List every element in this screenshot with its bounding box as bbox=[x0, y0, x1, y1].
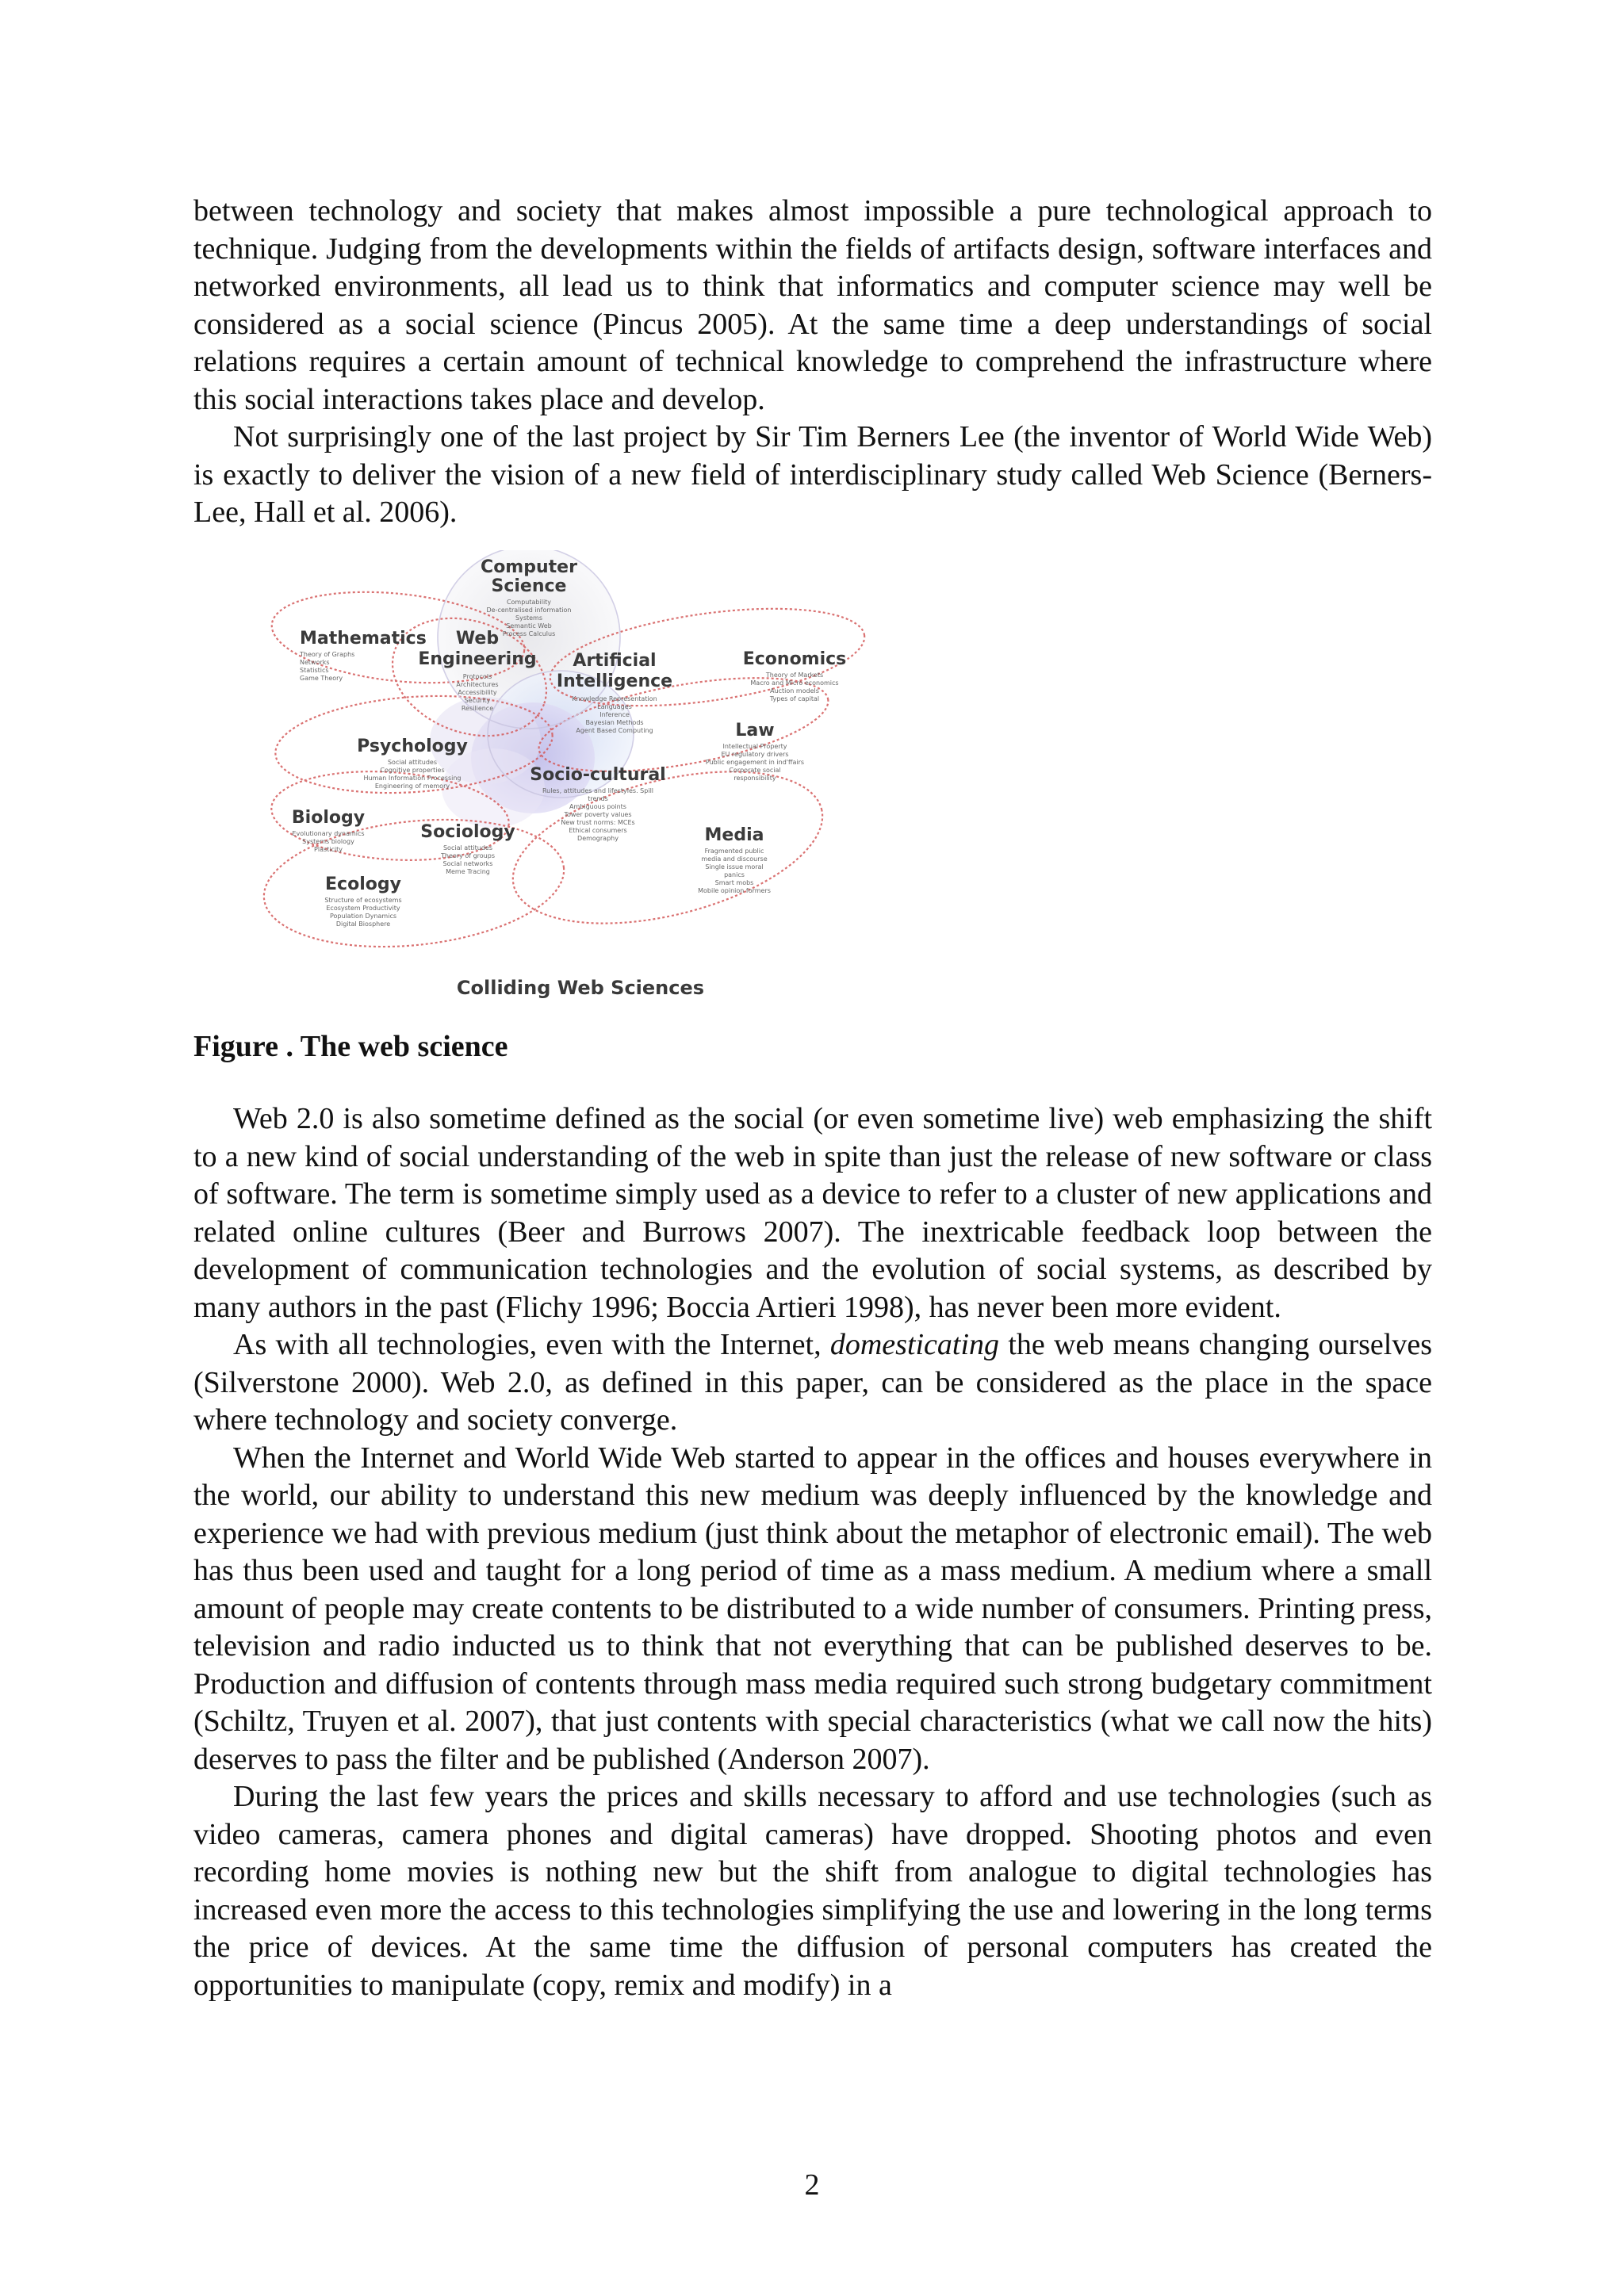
law-item: Public engagement in ind'ffairs bbox=[705, 759, 805, 766]
psychology-item: Social attitudes bbox=[387, 759, 438, 766]
psychology-heading: Psychology bbox=[357, 737, 468, 756]
socio-cultural-heading: Socio-cultural bbox=[530, 765, 666, 785]
media-item: Mobile opinion formers bbox=[698, 887, 771, 894]
biology-item: Plasticity bbox=[314, 846, 343, 853]
law-item: Intellectual Property bbox=[722, 743, 787, 750]
socio-cultural-item: trends bbox=[588, 795, 608, 802]
paragraph: During the last few years the prices and skills necessary to afford and use technologies (such as video cameras, camera phones and digital cameras) have dropped. Shooting photos and even recording home movies is nothing new but the shift from analogue to digital technologies has increased even more the access to this technologies simplifying the use and lowering in the long terms the price of devices. At the same time the diffusion of personal computers has created the opportunities to manipulate (copy, remix and modify) in a bbox=[193, 1780, 1432, 2002]
mathematics-item: Game Theory bbox=[300, 675, 343, 682]
body-text-top bbox=[193, 193, 1432, 532]
ecology-item: Digital Biosphere bbox=[335, 920, 391, 928]
economics-heading: Economics bbox=[742, 649, 847, 669]
page-number: 2 bbox=[804, 2168, 820, 2202]
sociology-item: Meme Tracing bbox=[446, 868, 490, 875]
web-engineering-heading-1: Web bbox=[455, 629, 500, 649]
figure-caption: Figure . The web science bbox=[193, 1030, 508, 1063]
mathematics-heading: Mathematics bbox=[300, 629, 427, 649]
cs-item: Process Calculus bbox=[502, 630, 556, 637]
cs-heading-2: Science bbox=[491, 576, 567, 596]
body-text-bottom bbox=[193, 1100, 1432, 2004]
economics-item: Theory of Markets bbox=[765, 672, 824, 679]
economics-item: Auction models bbox=[770, 687, 819, 695]
socio-cultural-item: Ethical consumers bbox=[569, 827, 627, 834]
ai-heading-2: Intelligence bbox=[556, 672, 673, 691]
law-item: responsibility bbox=[733, 775, 776, 782]
sociology-blob bbox=[442, 748, 545, 828]
mathematics-item: Theory of Graphs bbox=[300, 651, 355, 658]
ai-item: Knowledge Representation bbox=[572, 695, 657, 702]
web-engineering-item: Accessibility bbox=[458, 689, 497, 696]
media-item: media and discourse bbox=[701, 855, 768, 863]
cs-heading-1: Computer bbox=[481, 557, 577, 577]
paragraph-domesticating bbox=[193, 1326, 1432, 1440]
colliding-web-sciences-diagram bbox=[255, 550, 874, 1013]
law-item: Corporate social bbox=[729, 767, 781, 774]
ai-item: Languages bbox=[597, 703, 632, 710]
sociology-item: Social networks bbox=[442, 860, 493, 867]
media-item: Single issue moral bbox=[705, 863, 764, 871]
ecology-item: Structure of ecosystems bbox=[324, 897, 402, 904]
cs-item: Computability bbox=[506, 599, 552, 606]
media-item: Smart mobs bbox=[714, 879, 754, 886]
cs-item: Systems bbox=[515, 614, 542, 622]
text-run: the web means changing ourselves (Silverstone 2000). Web 2.0, as defined in this paper, can be considered as the place in the space where technology and society converge. bbox=[193, 1328, 1433, 1437]
web-engineering-item: Resilience bbox=[461, 705, 494, 712]
economics-item: Macro and Micro economics bbox=[750, 679, 839, 687]
biology-item: Systems biology bbox=[302, 838, 354, 845]
text-run: As with all technologies, even with the Internet, bbox=[233, 1328, 830, 1361]
paragraph: between technology and society that makes almost impossible a pure technological approach to technique. Judging from the developments within the fields of artifacts design, software interfaces and networked environments, all lead us to think that informatics and computer science may well be considered as a social science (Pincus 2005). At the same time a deep understandings of social relations requires a certain amount of technical knowledge to comprehend the infrastructure where this social interactions takes place and develop. bbox=[193, 194, 1432, 416]
sociology-item: Theory of groups bbox=[441, 852, 495, 859]
web-engineering-item: Security bbox=[464, 697, 491, 704]
ecology-ellipse bbox=[258, 806, 570, 961]
socio-cultural-item: Rules, attitudes and lifestyles. Spill bbox=[542, 787, 654, 794]
psychology-item: Engineering of memory bbox=[374, 783, 450, 790]
law-heading: Law bbox=[735, 721, 775, 740]
emphasis-text: domesticating bbox=[829, 1328, 1000, 1361]
socio-cultural-item: Ambiguous points bbox=[569, 803, 626, 810]
cs-item: De-centralised information bbox=[486, 607, 572, 614]
psychology-item: Cognitive properties bbox=[380, 767, 445, 774]
media-heading: Media bbox=[704, 825, 764, 845]
sociology-heading: Sociology bbox=[420, 822, 515, 842]
web-engineering-item: Protocols bbox=[462, 673, 492, 680]
paragraph: When the Internet and World Wide Web started to appear in the offices and houses everywhere in the world, our ability to understand this new medium was deeply influenced by the knowledge and experience we had with previous medium (just think about the metaphor of electronic email). The web has thus been used and taught for a long period of time as a mass medium. A medium where a small amount of people may create contents to be distributed to a wide number of consumers. Printing press, television and radio inducted us to think that not everything that can be published deserves to be. Production and diffusion of contents through mass media required such strong budgetary commitment (Schiltz, Truyen et al. 2007), that just contents with special characteristics (what we call now the hits) deserves to pass the filter and be published (Anderson 2007). bbox=[193, 1441, 1432, 1776]
media-item: Fragmented public bbox=[704, 848, 764, 855]
ai-heading-1: Artificial bbox=[573, 651, 657, 671]
mathematics-item: Networks bbox=[300, 659, 330, 666]
law-item: EU regulatory drivers bbox=[721, 751, 789, 758]
web-engineering-heading-2: Engineering bbox=[418, 649, 537, 669]
web-engineering-item: Architectures bbox=[456, 681, 499, 688]
economics-item: Types of capital bbox=[769, 695, 820, 702]
cs-item: Semantic Web bbox=[506, 622, 552, 629]
ai-item: Bayesian Methods bbox=[585, 719, 644, 726]
biology-item: Evolutionary dynamics bbox=[292, 830, 365, 837]
paragraph: Not surprisingly one of the last project by Sir Tim Berners Lee (the inventor of World Wide Web) is exactly to deliver the vision of a new field of interdisciplinary study called Web Science (Berners-Lee, Hall et al. 2006). bbox=[193, 420, 1432, 529]
ecology-heading: Ecology bbox=[325, 874, 401, 894]
ecology-item: Population Dynamics bbox=[329, 913, 397, 920]
socio-cultural-item: Demography bbox=[577, 835, 619, 842]
ai-item: Inference bbox=[599, 711, 630, 718]
media-item: panics bbox=[724, 871, 745, 878]
paragraph: Web 2.0 is also sometime defined as the social (or even sometime live) web emphasizing the shift to a new kind of social understanding of the web in spite than just the release of new software or class of software. The term is sometime simply used as a device to refer to a cluster of new applications and related online cultures (Beer and Burrows 2007). The inextricable feedback loop between the development of communication technologies and the evolution of social systems, as described by many authors in the past (Flichy 1996; Boccia Artieri 1998), has never been more evident. bbox=[193, 1102, 1432, 1324]
sociology-item: Social attitudes bbox=[442, 844, 493, 851]
ecology-item: Ecosystem Productivity bbox=[326, 905, 400, 912]
ai-item: Agent Based Computing bbox=[576, 727, 653, 734]
web-science-figure bbox=[255, 550, 874, 1013]
biology-heading: Biology bbox=[291, 808, 366, 828]
psychology-item: Human Information Processing bbox=[363, 775, 462, 782]
socio-cultural-item: New trust norms: MCEs bbox=[561, 819, 635, 826]
figure-title: Colliding Web Sciences bbox=[456, 977, 705, 999]
mathematics-item: Statistics bbox=[300, 667, 329, 674]
socio-cultural-item: Tower poverty values bbox=[564, 811, 632, 818]
